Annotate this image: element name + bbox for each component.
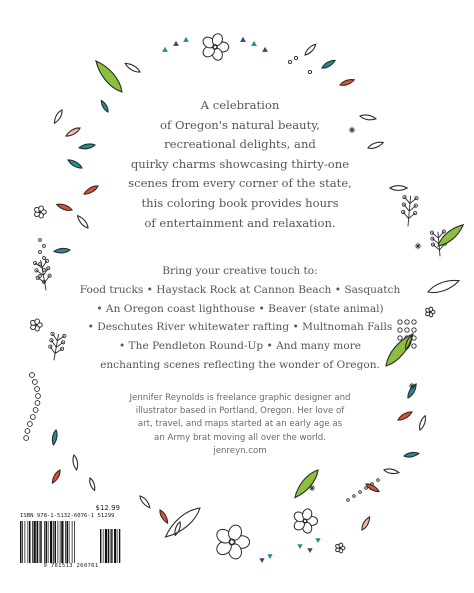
dot-icon	[35, 401, 40, 406]
flower-center-icon	[35, 324, 37, 326]
dot-icon	[36, 394, 41, 399]
bio-line: an Army brat moving all over the world.	[154, 432, 326, 443]
barcode-bar	[28, 521, 29, 563]
scenes-line: Food trucks • Haystack Rock at Cannon Beach • Sasquatch	[79, 283, 401, 296]
scenes-line: • An Oregon coast lighthouse • Beaver (state animal)	[96, 302, 384, 315]
leaf-icon	[162, 504, 204, 542]
dot-icon	[43, 245, 46, 248]
leaf-icon	[435, 222, 466, 250]
isbn-text: ISBN 978-1-5132-6076-1	[20, 513, 95, 519]
triangle-icon	[297, 544, 302, 549]
bio-line: art, travel, and maps started at an early age as	[137, 419, 343, 430]
leaf-icon	[83, 184, 99, 196]
triangle-icon	[240, 37, 246, 42]
intro-line: scenes from every corner of the state,	[128, 176, 352, 191]
scenes-line: enchanting scenes reflecting the wonder of Oregon.	[100, 358, 380, 371]
dot-icon	[347, 499, 350, 502]
barcode-bar	[65, 521, 66, 563]
dot-icon	[39, 275, 42, 278]
barcode-bar	[50, 521, 52, 563]
leaf-icon	[100, 100, 110, 113]
leaf-icon	[339, 78, 355, 87]
dot-icon	[24, 436, 29, 441]
leaf-icon	[51, 469, 62, 484]
leaf-icon	[76, 214, 90, 229]
triangle-icon	[262, 47, 268, 52]
leaf-icon	[56, 202, 73, 212]
barcode-bars	[20, 521, 122, 563]
leaf-icon	[360, 516, 371, 531]
dot-icon	[39, 251, 42, 254]
leaf-icon	[53, 109, 64, 124]
leaf-icon	[65, 126, 81, 138]
barcode-bar	[48, 521, 49, 563]
barcode-bar	[22, 521, 23, 563]
dot-icon	[32, 380, 37, 385]
leaf-icon	[92, 58, 126, 96]
barcode-bar	[60, 521, 61, 563]
barcode-bar	[58, 521, 59, 563]
barcode-bar	[114, 529, 116, 563]
barcode-bar	[55, 521, 57, 563]
scenes-line: • Deschutes River whitewater rafting • Multnomah Falls	[87, 321, 393, 334]
barcode-bar	[29, 521, 31, 563]
leaf-icon	[321, 59, 336, 70]
dot-icon	[308, 70, 311, 73]
bio-line: illustrator based in Portland, Oregon. Her love of	[135, 406, 345, 417]
dot-icon	[365, 487, 368, 490]
sparkle-icon	[415, 243, 421, 249]
barcode-bar	[103, 529, 104, 563]
dot-icon	[25, 429, 30, 434]
triangle-icon	[315, 538, 320, 543]
triangle-icon	[173, 41, 179, 46]
scenes-list	[70, 262, 410, 375]
barcode-bar	[44, 521, 45, 563]
bio-line: Jennifer Reynolds is freelance graphic designer and	[129, 393, 351, 403]
barcode-bar	[67, 521, 69, 563]
leaf-icon	[124, 61, 141, 74]
leaf-icon	[72, 455, 79, 471]
barcode-bar	[34, 521, 36, 563]
triangle-icon	[259, 558, 264, 563]
barcode-bar	[37, 521, 39, 563]
intro-line: quirky charms showcasing thirty-one	[130, 156, 350, 171]
intro-line: A celebration	[200, 98, 280, 112]
leaf-icon	[67, 158, 83, 170]
intro-line: recreational delights, and	[164, 137, 316, 152]
isbn-digits: 9 781513 260761	[43, 563, 99, 569]
leaf-icon	[360, 114, 377, 121]
dot-icon	[30, 373, 35, 378]
author-website: jenreyn.com	[213, 445, 267, 456]
dot-icon	[39, 263, 42, 266]
triangle-icon	[307, 548, 312, 553]
barcode-bar	[40, 521, 42, 563]
dot-icon	[43, 257, 46, 260]
barcode-bar	[111, 529, 112, 563]
leaf-icon	[367, 140, 384, 150]
triangle-icon	[251, 41, 257, 46]
intro-line: of Oregon's natural beauty,	[160, 117, 320, 132]
scenes-line: Bring your creative touch to:	[162, 265, 318, 277]
dot-icon	[39, 239, 42, 242]
barcode-bar	[117, 529, 118, 563]
barcode-bar	[39, 521, 40, 563]
intro-line: of entertainment and relaxation.	[144, 215, 336, 230]
leaf-icon	[384, 468, 400, 475]
sprig-icon	[400, 195, 418, 226]
barcode-bar	[105, 529, 107, 563]
dot-icon	[377, 479, 380, 482]
dot-icon	[412, 320, 416, 324]
dot-icon	[30, 415, 35, 420]
scenes-line: • The Pendleton Round-Up • And many more	[118, 340, 362, 353]
barcode-bar	[25, 521, 26, 563]
dot-icon	[35, 387, 40, 392]
leaf-icon	[427, 277, 461, 296]
dot-icon	[27, 422, 32, 427]
leaf-icon	[304, 43, 318, 57]
barcode-bar	[69, 521, 70, 563]
triangle-icon	[267, 554, 272, 559]
leaf-icon	[291, 467, 321, 500]
leaf-icon	[397, 410, 413, 422]
leaf-icon	[88, 477, 96, 491]
leaf-icon	[390, 186, 407, 191]
dot-icon	[353, 495, 356, 498]
leaf-icon	[418, 415, 427, 431]
author-bio	[105, 392, 375, 458]
barcode-bar	[108, 529, 109, 563]
flower-center-icon	[429, 311, 431, 313]
dot-icon	[359, 491, 362, 494]
dot-icon	[371, 483, 374, 486]
barcode-bar	[46, 521, 48, 563]
leaf-icon	[79, 143, 96, 150]
flower-center-icon	[339, 547, 341, 549]
leaf-icon	[404, 451, 420, 458]
dot-icon	[33, 408, 38, 413]
sparkle-icon	[309, 485, 315, 491]
dot-icon	[294, 56, 297, 59]
sprig-icon	[47, 332, 67, 361]
leaf-icon	[138, 495, 151, 509]
barcode-bar	[53, 521, 54, 563]
price-addon: 51299	[97, 513, 115, 519]
barcode-block	[20, 504, 122, 570]
barcode-bar	[74, 521, 75, 563]
price-label: $12.99	[95, 504, 120, 512]
barcode-bar	[100, 529, 101, 563]
leaf-icon	[51, 430, 58, 446]
flower-center-icon	[39, 211, 41, 213]
sparkle-icon	[409, 383, 415, 389]
barcode-bar	[61, 521, 63, 563]
dot-icon	[288, 60, 291, 63]
triangle-icon	[162, 47, 168, 52]
leaf-icon	[158, 509, 169, 524]
barcode-bar	[110, 529, 111, 563]
dot-icon	[412, 328, 416, 332]
barcode-bar	[32, 521, 33, 563]
sprig-icon	[33, 259, 53, 291]
barcode-bar	[72, 521, 73, 563]
barcode-bar	[119, 529, 120, 563]
dot-icon	[43, 269, 46, 272]
leaf-icon	[54, 248, 70, 254]
barcode-bar	[20, 521, 22, 563]
isbn-label	[20, 513, 114, 519]
triangle-icon	[183, 37, 189, 42]
dot-icon	[412, 344, 416, 348]
intro-text	[125, 96, 355, 233]
intro-line: this coloring book provides hours	[141, 195, 339, 210]
